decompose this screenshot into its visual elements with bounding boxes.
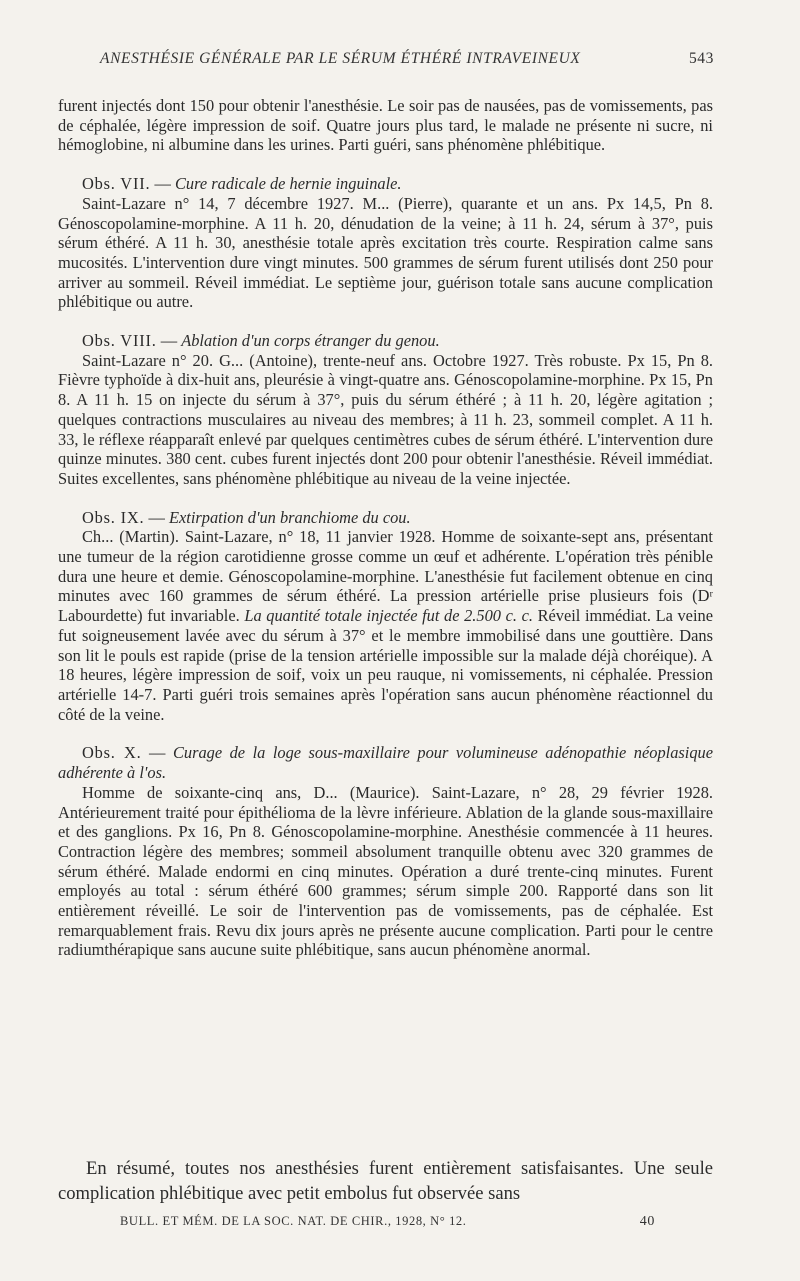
- obs-paragraph: Homme de soixante-cinq ans, D... (Maurice). Saint-Lazare, n° 28, 29 février 1928. Antérieurement traité pour épithélioma de la lèvre inférieure. Ablation de la glande sous-maxillaire et des ganglions. Px 16, Pn 8. Génoscopolamine-morphine. Anesthésie commencée à 11 heures. Contraction légère des membres; sommeil absolument tranquille obtenu avec 320 grammes de sérum éthéré. Malade endormi en cinq minutes. Opération a duré trente-cinq minutes. Furent employés au total : sérum éthéré 600 grammes; sérum simple 200. Rapporté dans son lit entièrement réveillé. Le soir de l'intervention pas de vomissements, pas de céphalée. Est remarquablement frais. Revu dix jours après ne présente aucune complication. Parti pour le centre radiumthérapique sans aucune suite phlébitique, sans aucun phénomène anormal.: [58, 782, 713, 960]
- obs-heading: [58, 508, 713, 528]
- conclusion-paragraph: En résumé, toutes nos anesthésies furent entièrement satisfaisantes. Une seule complication phlébitique avec petit embolus fut observée sans: [58, 1158, 713, 1204]
- obs-text-emphasis: La quantité totale injectée fut de 2.500 c. c.: [244, 606, 533, 626]
- footer-citation: BULL. ET MÉM. DE LA SOC. NAT. DE CHIR., 1928, N° 12.: [120, 1214, 467, 1228]
- obs-heading: [58, 331, 713, 351]
- footer-signature: 40: [639, 1214, 655, 1229]
- obs-title: Cure radicale de hernie inguinale.: [174, 174, 402, 194]
- obs-paragraph: Saint-Lazare n° 20. G... (Antoine), trente-neuf ans. Octobre 1927. Très robuste. Px 15, Pn 8. Fièvre typhoïde à dix-huit ans, pleurésie à vingt-quatre ans. Génoscopolamine-morphine. Px 15, Pn 8. A 11 h. 15 on injecte du sérum à 37°, puis du sérum éthéré ; à 11 h. 20, légère agitation ; quelques contractions musculaires au niveau des membres; à 11 h. 23, sommeil complet. A 11 h. 33, le réflexe réapparaît enlevé par quelques centimètres cubes de sérum éthéré. L'intervention dure quinze minutes. 380 cent. cubes furent injectés dont 200 pour obtenir l'anesthésie. Réveil immédiat. Suites excellentes, sans phénomène phlébitique au niveau de la veine injectée.: [58, 350, 713, 488]
- obs-title: Ablation d'un corps étranger du genou.: [181, 331, 440, 351]
- obs-dash: —: [150, 174, 175, 194]
- obs-dash: —: [156, 331, 182, 351]
- intro-paragraph: furent injectés dont 150 pour obtenir l'anesthésie. Le soir pas de nausées, pas de vomissements, pas de céphalée, légère impression de soif. Quatre jours plus tard, le malade ne présente ni sucre, ni hémoglobine, ni albumine dans les urines. Parti guéri, sans phénomène phlébitique.: [58, 96, 713, 155]
- obs-paragraph: Saint-Lazare n° 14, 7 décembre 1927. M... (Pierre), quarante et un ans. Px 14,5, Pn 8. Génoscopolamine-morphine. A 11 h. 20, dénudation de la veine; à 11 h. 24, sérum à 37°, puis sérum éthéré. A 11 h. 30, anesthésie totale après excitation très courte. Respiration calme sans mucosités. L'intervention dure vingt minutes. 500 grammes de sérum furent utilisés dont 250 pour arriver au sommeil. Réveil immédiat. Le septième jour, guérison totale sans aucune complication phlébitique ou autre.: [58, 193, 713, 312]
- obs-label: Obs. VII.: [82, 174, 151, 194]
- obs-heading: [58, 174, 713, 194]
- header-title: ANESTHÉSIE GÉNÉRALE PAR LE SÉRUM ÉTHÉRÉ INTRAVEINEUX: [100, 50, 581, 67]
- obs-text: Ch... (Martin). Saint-Lazare, n° 18, 11 janvier 1928. Homme de soixante-sept ans, présentant une tumeur de la région carotidienne grosse comme un œuf et adhérente. L'opération très pénible dura une heure et demie. Génoscopolamine-morphine. L'anesthésie fut facilement obtenue en cinq minutes avec 160 grammes de sérum éthéré. La pression artérielle prise plusieurs fois (Dʳ Labourdette) fut invariable.: [58, 527, 713, 626]
- obs-heading: [58, 743, 713, 782]
- obs-title: Curage de la loge sous-maxillaire pour volumineuse adénopathie néoplasique adhérente à l'os.: [58, 743, 714, 783]
- obs-label: Obs. X.: [82, 743, 142, 763]
- page-number: 543: [688, 50, 714, 67]
- obs-paragraph: [58, 527, 713, 724]
- obs-dash: —: [141, 743, 173, 763]
- obs-text: Réveil immédiat. La veine fut soigneusement lavée avec du sérum à 37° et le membre immobilisé dans une gouttière. Dans son lit le pouls est rapide (prise de la tension artérielle impossible sur la malade déjà choréique). A 18 heures, légère impression de soif, voix un peu rauque, ni vomissements, ni céphalée. Pression artérielle 14-7. Parti guéri trois semaines après l'opération sans aucun phénomène réactionnel du côté de la veine.: [58, 606, 713, 724]
- obs-label: Obs. IX.: [82, 507, 145, 527]
- page-body: [58, 96, 713, 960]
- obs-title: Extirpation d'un branchiome du cou.: [169, 507, 411, 527]
- obs-label: Obs. VIII.: [82, 331, 157, 351]
- running-header: [100, 50, 714, 68]
- page-footer: [120, 1214, 655, 1230]
- obs-dash: —: [144, 507, 169, 527]
- conclusion: [58, 1156, 713, 1206]
